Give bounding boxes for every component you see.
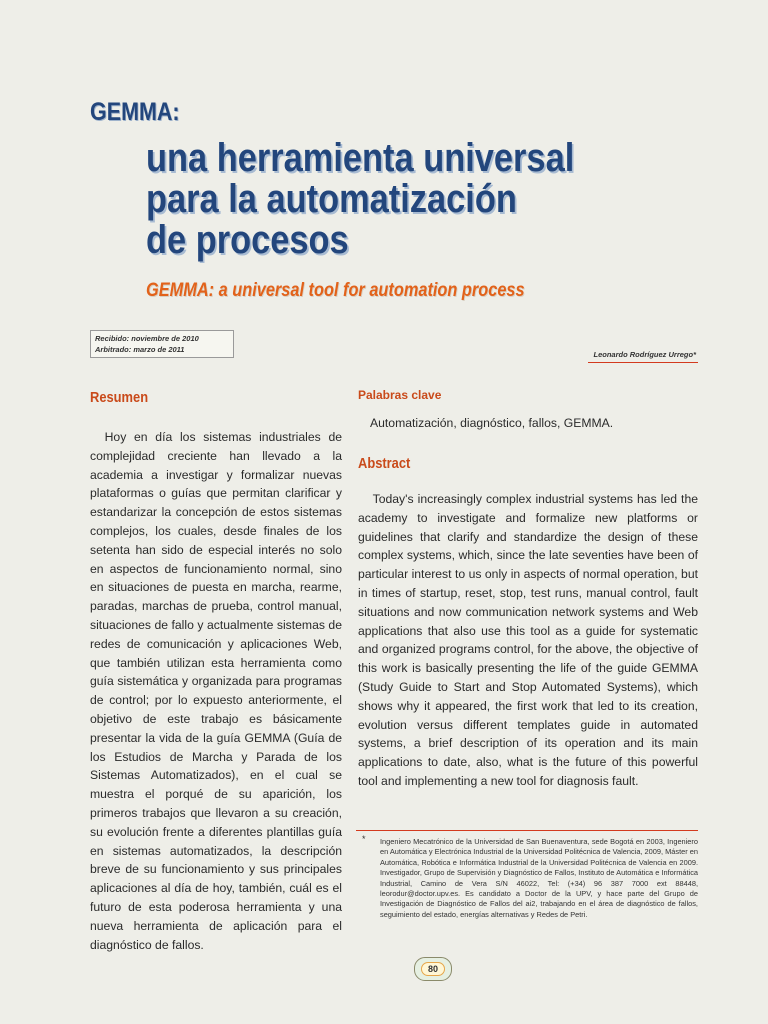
received-date: Recibido: noviembre de 2010	[95, 334, 199, 343]
gemma-heading: GEMMA:	[90, 98, 180, 126]
keywords-text: Automatización, diagnóstico, fallos, GEMMA.	[370, 416, 614, 430]
footnote-mark: *	[362, 834, 366, 844]
article-title	[146, 138, 628, 261]
refereed-date: Arbitrado: marzo de 2011	[95, 345, 185, 354]
author-name: Leonardo Rodríguez Urrego*	[593, 350, 696, 359]
footnote-divider	[356, 830, 698, 831]
abstract-heading: Abstract	[358, 455, 411, 472]
page-number: 80	[421, 962, 445, 976]
title-line-2: para la automatización	[146, 177, 517, 221]
abstract-paragraph: Today's increasingly complex industrial systems has led the academy to investigate and formalize new platforms or guidelines that clarify and standardize the design of these complex systems, which, since the late seventies have been of particular interest to us only in aspects of normal operation, but in times of startup, reset, stop, test runs, manual control, fault situations and now communication network systems and Web applications that also use this tool as a guide for systematic and organized programs control, for the above, the objective of this work is basically presenting the life of the guide GEMMA (Study Guide to Start and Stop Automated Systems), which shows why it appeared, the first work that led to its creation, evolution versus different templates guide in automated systems, a brief description of its operation and its main applications to date, also, what is the future of this powerful tool and implementing a new tool for diagnosis fault.	[358, 492, 698, 788]
author-divider	[588, 362, 698, 363]
author-footnote: Ingeniero Mecatrónico de la Universidad de San Buenaventura, sede Bogotá en 2003, Ingeniero en Automática y Electrónica Industrial de la Universidad Politécnica de Valencia, 2009, Máster en Automática, Robótica e Informática Industrial de la Universidad Politécnica de Valencia en 2009. Investigador, Grupo de Supervisión y Diagnóstico de Fallos, Instituto de Automática e Informática Industrial, Camino de Vera S/N 46022, Tel: (+34) 96 387 7000 ext 88448, leorodur@doctor.upv.es. Es candidato a Doctor de la UPV, y hace parte del Grupo de Investigación de Diagnóstico de Fallos del ai2, trabajando en el área de diagnóstico de fallos, seguimiento del estado, energías alternativas y Redes de Petri.	[380, 837, 698, 919]
keywords-label: Palabras clave	[358, 388, 442, 402]
resumen-body	[90, 428, 342, 954]
english-title: GEMMA: a universal tool for automation process	[146, 280, 525, 301]
abstract-body	[358, 490, 698, 791]
resumen-heading: Resumen	[90, 389, 149, 406]
title-line-1: una herramienta universal	[146, 136, 575, 180]
page-number-badge	[414, 957, 452, 981]
dates-box	[90, 330, 234, 358]
title-line-3: de procesos	[146, 218, 349, 262]
resumen-paragraph: Hoy en día los sistemas industriales de complejidad creciente han llevado a la academia a investigar y formalizar nuevas plataformas o guías que permitan clarificar y estandarizar la concepción de estos sistemas complejos, los cuales, desde finales de los setenta han sido de especial interés no solo en aspectos de funcionamiento normal, sino en situaciones de puesta en marcha, rearme, paradas, marchas de prueba, control manual, situaciones de fallo y actualmente sistemas de redes de comunicación y aplicaciones Web, que también utilizan esta herramienta como guía sistemática y organizada para programas de control; por lo expuesto anteriormente, el objetivo de este trabajo es básicamente presentar la vida de la guía GEMMA (Guía de los Estudios de Marcha y Parada de los Sistemas Automatizados), en el cual se muestra el porqué de su aparición, los primeros trabajos que llevaron a su creación, su evolución frente a diferentes plantillas guía en sistemas automatizados, la descripción breve de su funcionamiento y sus principales aplicaciones al día de hoy, también, cuál es el futuro de esta poderosa herramienta y una nueva herramienta de aplicación para el diagnóstico de fallos.	[90, 430, 342, 952]
